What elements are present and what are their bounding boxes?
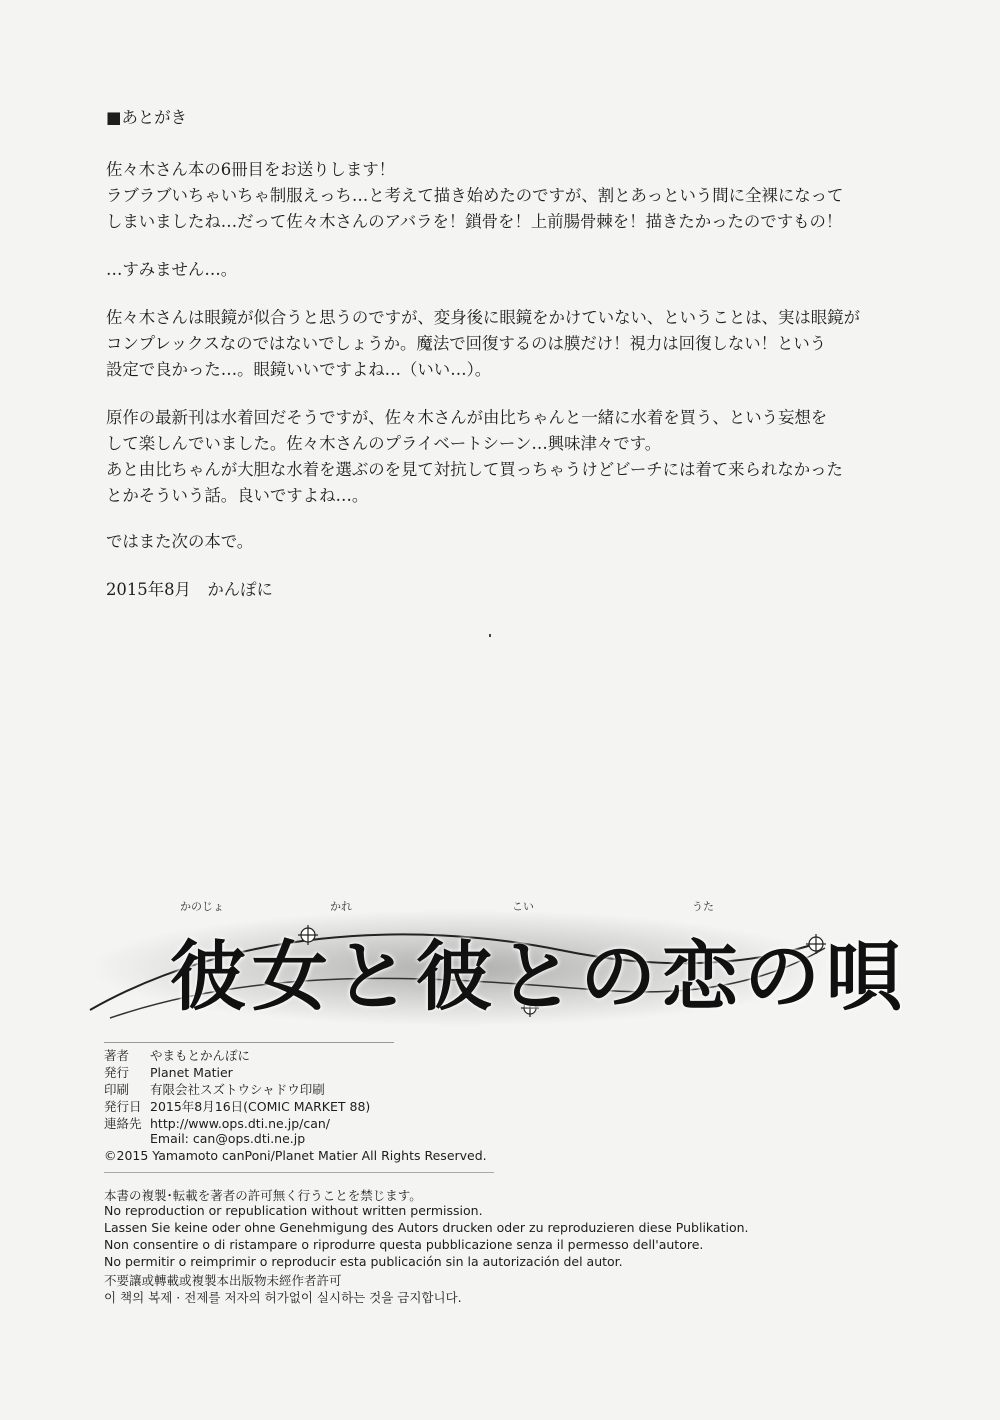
afterword-line: しまいましたね…だって佐々木さんのアバラを！鎖骨を！上前腸骨棘を！描きたかったのですもの！ xyxy=(106,212,843,231)
page-speck xyxy=(489,634,491,637)
afterword-line: 原作の最新刊は水着回だそうですが、佐々木さんが由比ちゃんと一緒に水着を買う、という妄想を xyxy=(106,408,828,427)
notice-spanish: No permitir o reimprimir o reproducir esta publicación sin la autorización del autor. xyxy=(104,1254,623,1269)
afterword-line: とかそういう話。良いですよね…。 xyxy=(106,486,369,505)
contact-label: 連絡先 xyxy=(104,1116,142,1131)
notice-italian: Non consentire o di ristampare o riprodurre questa pubblicazione senza il permesso dell'autore. xyxy=(104,1237,704,1252)
afterword-signature: 2015年8月 かんぽに xyxy=(106,580,273,599)
colophon-contact-row xyxy=(104,1114,330,1132)
afterword-line: 佐々木さんは眼鏡が似合うと思うのですが、変身後に眼鏡をかけていない、ということは、実は眼鏡が xyxy=(106,308,860,327)
book-title: 彼女と彼との恋の唄 xyxy=(170,932,908,1021)
colophon-author-row xyxy=(104,1046,250,1064)
notice-chinese: 不要讓或轉載或複製本出版物未經作者許可 xyxy=(104,1273,342,1288)
divider xyxy=(104,1042,394,1043)
afterword-closing: ではまた次の本で。 xyxy=(106,532,254,551)
afterword-line: 設定で良かった…。眼鏡いいですよね…（いい…）。 xyxy=(106,360,492,379)
notice-japanese: 本書の複製･転載を著者の許可無く行うことを禁じます。 xyxy=(104,1188,422,1203)
notice-english: No reproduction or republication without written permission. xyxy=(104,1203,483,1218)
printer-label: 印刷 xyxy=(104,1082,130,1097)
date-label: 発行日 xyxy=(104,1099,142,1114)
divider xyxy=(104,1172,494,1173)
colophon-printer-row xyxy=(104,1080,325,1098)
copyright-line: ©2015 Yamamoto canPoni/Planet Matier All Rights Reserved. xyxy=(104,1148,487,1163)
title-ruby: うた xyxy=(692,900,714,913)
afterword-line: …すみません…。 xyxy=(106,260,238,279)
contact-email: Email: can@ops.dti.ne.jp xyxy=(150,1131,306,1146)
contact-url: http://www.ops.dti.ne.jp/can/ xyxy=(150,1116,331,1131)
title-ruby: こい xyxy=(512,900,534,913)
colophon-date-row xyxy=(104,1097,370,1115)
author-name: やまもとかんぽに xyxy=(150,1048,251,1063)
afterword-heading: ■あとがき xyxy=(106,108,188,127)
afterword-line: コンプレックスなのではないでしょうか。魔法で回復するのは膜だけ！視力は回復しない！という xyxy=(106,334,827,353)
afterword-line: して楽しんでいました。佐々木さんのプライベートシーン…興味津々です。 xyxy=(106,434,662,453)
publisher-name: Planet Matier xyxy=(150,1065,233,1080)
notice-german: Lassen Sie keine oder ohne Genehmigung des Autors drucken oder zu reproduzieren diese Publikation. xyxy=(104,1220,749,1235)
author-label: 著者 xyxy=(104,1048,130,1063)
printer-name: 有限会社スズトウシャドウ印刷 xyxy=(150,1082,325,1097)
issue-date: 2015年8月16日(COMIC MARKET 88) xyxy=(150,1099,371,1114)
title-ruby: かれ xyxy=(330,900,352,913)
afterword-line: 佐々木さん本の6冊目をお送りします！ xyxy=(106,160,396,179)
publisher-label: 発行 xyxy=(104,1065,130,1080)
afterword-line: あと由比ちゃんが大胆な水着を選ぶのを見て対抗して買っちゃうけどビーチには着て来られなかった xyxy=(106,460,843,479)
title-ruby: かのじょ xyxy=(180,900,224,913)
colophon-publisher-row xyxy=(104,1063,233,1081)
notice-korean: 이 책의 복제 · 전제를 저자의 허가없이 실시하는 것을 금지합니다. xyxy=(104,1290,462,1305)
afterword-line: ラブラブいちゃいちゃ制服えっち…と考えて描き始めたのですが、割とあっという間に全裸になって xyxy=(106,186,844,205)
title-logo xyxy=(80,890,908,1040)
